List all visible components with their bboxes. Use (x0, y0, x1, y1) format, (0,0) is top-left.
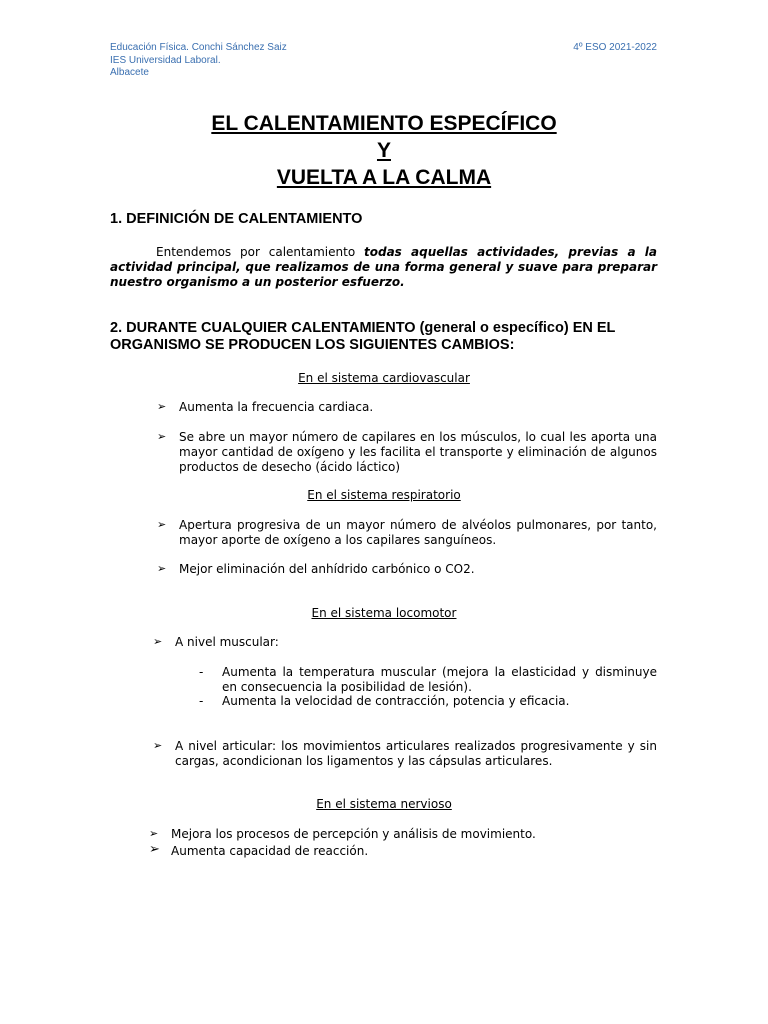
subtitle-cardiovascular: En el sistema cardiovascular (298, 371, 470, 385)
dash-item: - Aumenta la velocidad de contracción, potencia y eficacia. (199, 694, 570, 708)
section-1-heading: 1. DEFINICIÓN DE CALENTAMIENTO (110, 211, 363, 227)
list-item: ➢ Apertura progresiva de un mayor número de alvéolos pulmonares, por tanto, mayor aporte de oxígeno a los capilares sanguíneos. (157, 518, 657, 547)
list-item: ➢ Aumenta la frecuencia cardiaca. (157, 400, 374, 414)
list-item: ➢ Mejor eliminación del anhídrido carbónico o CO2. (157, 562, 475, 576)
arrow-bullet-icon: ➢ (149, 827, 159, 840)
arrow-bullet-icon: ➢ (153, 635, 163, 648)
dash-item: - Aumenta la temperatura muscular (mejora la elasticidad y disminuye en consecuencia la posibilidad de lesión). (199, 665, 657, 694)
header-line: IES Universidad Laboral. (110, 54, 221, 66)
arrow-bullet-icon: ➢ (157, 430, 167, 443)
title-line-1: EL CALENTAMIENTO ESPECÍFICO (211, 112, 557, 135)
list-item: ➢ A nivel muscular: (153, 635, 279, 649)
arrow-bullet-icon: ➢ (157, 518, 167, 531)
arrow-bullet-icon: ➢ (157, 562, 167, 575)
dash-bullet: - (199, 694, 204, 708)
dash-bullet: - (199, 665, 204, 679)
header-line: Educación Física. Conchi Sánchez Saiz (110, 42, 287, 53)
header-line: Albacete (110, 67, 149, 78)
arrow-bullet-icon: ➢ (157, 400, 167, 413)
arrow-bullet-icon: ➢ (153, 739, 163, 752)
list-item: ➢ Mejora los procesos de percepción y análisis de movimiento. (149, 827, 536, 841)
definition-paragraph (110, 245, 657, 289)
subtitle-respiratorio: En el sistema respiratorio (307, 488, 461, 502)
subtitle-nervioso: En el sistema nervioso (316, 797, 452, 811)
title-line-3: VUELTA A LA CALMA (276, 166, 492, 189)
list-item: ➢ Aumenta capacidad de reacción. (149, 842, 369, 858)
definition-emphasis: todas aquellas actividades, previas a la actividad principal, que realizamos de una forma general y suave para preparar nuestro organismo a un posterior esfuerzo. (110, 245, 657, 289)
header-right: 4º ESO 2021-2022 (573, 42, 657, 53)
definition-plain: Entendemos por calentamiento (156, 245, 365, 259)
list-item: ➢ Se abre un mayor número de capilares en los músculos, lo cual les aporta una mayor cantidad de oxígeno y les facilita el transporte y eliminación de algunos productos de desecho (ácido láctico) (157, 430, 657, 474)
arrow-bullet-icon: ➢ (149, 842, 160, 857)
header-left (110, 42, 287, 80)
title-line-2: Y (376, 139, 391, 162)
list-item: ➢ A nivel articular: los movimientos articulares realizados progresivamente y sin cargas, acondicionan los ligamentos y las cápsulas articulares. (153, 739, 657, 768)
section-2-heading: 2. DURANTE CUALQUIER CALENTAMIENTO (general o específico) EN EL ORGANISMO SE PRODUCEN LOS SIGUIENTES CAMBIOS: (110, 320, 616, 353)
subtitle-locomotor: En el sistema locomotor (311, 606, 457, 620)
